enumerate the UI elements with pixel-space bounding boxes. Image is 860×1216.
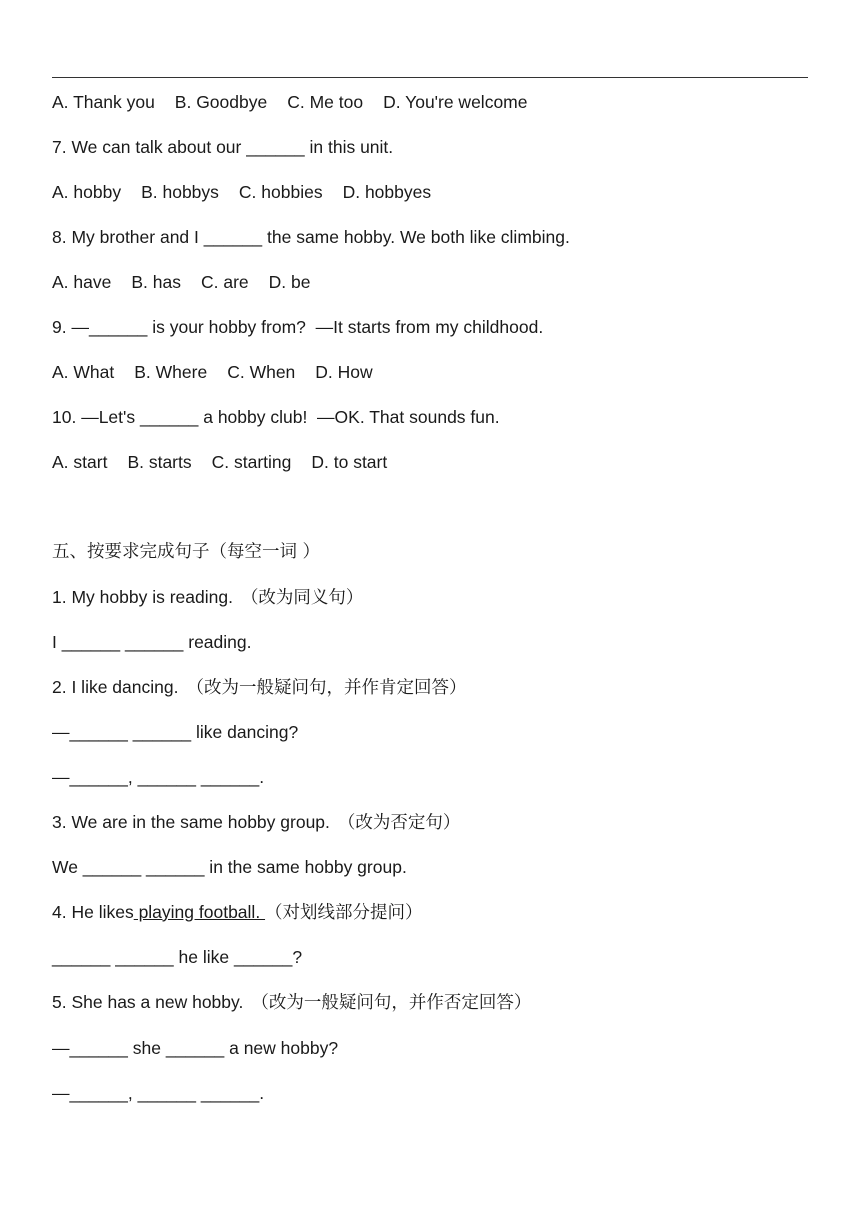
- q8-options: [52, 271, 310, 293]
- s5-item1-answer: I ______ ______ reading.: [52, 632, 252, 652]
- s5-item1-instruction: （改为同义句）: [240, 588, 364, 608]
- s5-item3-answer: We ______ ______ in the same hobby group.: [52, 857, 407, 877]
- q6-option-c: C. Me too: [287, 92, 364, 112]
- q7-option-b: B. hobbys: [141, 182, 219, 202]
- q10-option-d: D. to start: [311, 452, 388, 472]
- s5-item1: [52, 586, 363, 609]
- q6-option-b: B. Goodbye: [174, 92, 268, 112]
- q7-option-a: A. hobby: [52, 182, 122, 202]
- s5-item2-answer-reply: —______, ______ ______.: [52, 767, 265, 787]
- q8-option-b: B. has: [131, 272, 181, 292]
- s5-item3-instruction: （改为否定句）: [337, 813, 461, 833]
- q6-options: [52, 91, 528, 113]
- s5-item3: [52, 811, 460, 834]
- q8-option-c: C. are: [200, 272, 249, 292]
- q9-option-b: B. Where: [134, 362, 208, 382]
- s5-item2-instruction: （改为一般疑问句，并作肯定回答）: [186, 678, 467, 698]
- q9-option-c: C. When: [227, 362, 296, 382]
- s5-item4-instruction: （对划线部分提问）: [265, 903, 423, 923]
- q7-option-d: D. hobbyes: [342, 182, 432, 202]
- q10-option-a: A. start: [52, 452, 108, 472]
- s5-item2-sentence: 2. I like dancing.: [52, 677, 179, 697]
- s5-item5-answer-reply: —______, ______ ______.: [52, 1083, 265, 1103]
- q8-stem: 8. My brother and I ______ the same hobby. We both like climbing.: [52, 227, 570, 247]
- s5-item4: [52, 901, 423, 924]
- s5-item5-instruction: （改为一般疑问句，并作否定回答）: [251, 993, 532, 1013]
- q9-stem: 9. —______ is your hobby from? —It starts from my childhood.: [52, 317, 544, 337]
- q8-option-d: D. be: [268, 272, 311, 292]
- q7-stem: 7. We can talk about our ______ in this unit.: [52, 137, 394, 157]
- s5-item2: [52, 676, 466, 699]
- s5-item4-underlined-phrase: playing football.: [133, 902, 266, 922]
- q10-options: [52, 451, 387, 473]
- q10-option-c: C. starting: [211, 452, 292, 472]
- s5-item1-sentence: 1. My hobby is reading.: [52, 587, 233, 607]
- q9-options: [52, 361, 373, 383]
- q6-option-d: D. You're welcome: [383, 92, 528, 112]
- q8-option-a: A. have: [52, 272, 112, 292]
- q10-option-b: B. starts: [127, 452, 192, 472]
- s5-item2-answer-question: —______ ______ like dancing?: [52, 722, 299, 742]
- q7-option-c: C. hobbies: [238, 182, 323, 202]
- s5-item5-sentence: 5. She has a new hobby.: [52, 992, 244, 1012]
- header-rule: [52, 77, 808, 78]
- q9-option-a: A. What: [52, 362, 115, 382]
- q9-option-d: D. How: [315, 362, 373, 382]
- q7-options: [52, 181, 431, 203]
- q10-stem: 10. —Let's ______ a hobby club! —OK. That sounds fun.: [52, 407, 500, 427]
- s5-item3-sentence: 3. We are in the same hobby group.: [52, 812, 330, 832]
- s5-item4-sentence: 4. He likes: [52, 902, 134, 922]
- s5-item4-answer: ______ ______ he like ______?: [52, 947, 303, 967]
- s5-item5: [52, 991, 531, 1014]
- s5-item5-answer-question: —______ she ______ a new hobby?: [52, 1038, 339, 1058]
- section5-heading: 五、按要求完成句子（每空一词 ）: [52, 542, 321, 562]
- q6-option-a: A. Thank you: [52, 92, 155, 112]
